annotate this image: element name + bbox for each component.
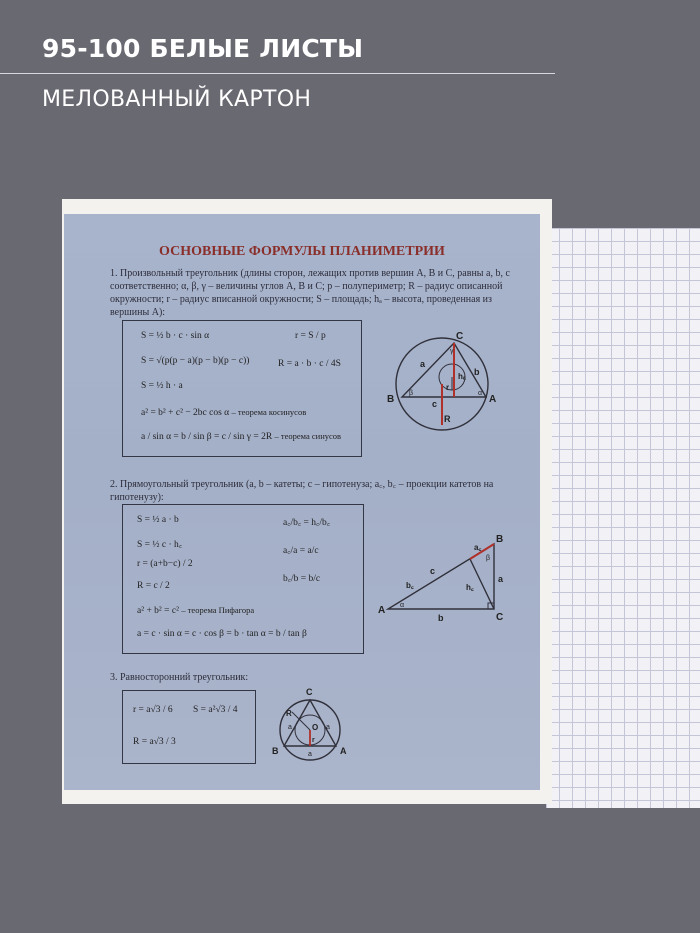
formula-s-height: S = ½ h · a: [141, 381, 183, 391]
label-r: r: [446, 383, 450, 392]
formula-pythagoras: [137, 605, 254, 616]
rt-label-A: A: [378, 605, 386, 616]
formula-rt-rat2: a꜀/a = a/c: [283, 546, 319, 556]
formula-eq-r: r = a√3 / 6: [133, 705, 173, 715]
eq-label-O: O: [312, 723, 319, 732]
section3-text: 3. Равносторонний треугольник:: [110, 672, 249, 683]
formula-pythagoras-expr: a² + b² = c²: [137, 606, 179, 616]
header-divider: [0, 73, 555, 74]
label-b: b: [474, 367, 480, 377]
formula-rt-s2: S = ½ c · h꜀: [137, 540, 183, 550]
formula-box-2: [122, 504, 364, 654]
label-C: C: [456, 331, 464, 342]
formula-r-in: r = S / p: [295, 331, 326, 341]
grid-page: [546, 228, 700, 808]
label-gamma: γ: [450, 348, 454, 355]
formula-cosines-expr: a² = b² + c² − 2bc cos α: [141, 408, 230, 418]
label-alpha: α: [478, 390, 483, 397]
notebook-cover: [62, 199, 552, 804]
formula-rt-trig: a = c · sin α = c · cos β = b · tan α = b / tan β: [137, 629, 307, 639]
label-ha: hₐ: [458, 372, 466, 381]
right-triangle-diagram: [376, 532, 512, 624]
rt-label-ac: a꜀: [474, 543, 482, 552]
rt-label-B: B: [496, 534, 504, 545]
header-title: 95-100 БЕЛЫЕ ЛИСТЫ: [42, 34, 364, 63]
cover-panel: [64, 214, 540, 790]
formula-box-1: [122, 320, 362, 457]
eq-label-a-bottom: a: [308, 751, 312, 758]
formula-cosines-note: – теорема косинусов: [231, 407, 307, 417]
eq-label-A: A: [340, 746, 347, 756]
formula-box-3: [122, 690, 256, 764]
formula-s-sin: S = ½ b · c · sin α: [141, 331, 210, 341]
formula-cosines: [141, 407, 306, 418]
rt-label-beta: β: [486, 555, 491, 562]
rt-label-bc: b꜀: [406, 581, 414, 590]
triangle-circle-diagram: [382, 327, 512, 442]
label-a: a: [420, 359, 426, 369]
formula-sines-note: – теорема синусов: [274, 431, 342, 441]
formula-sheet: [64, 214, 540, 790]
label-A: A: [489, 394, 497, 405]
label-R: R: [444, 414, 451, 424]
formula-eq-S: S = a²√3 / 4: [193, 705, 238, 715]
label-B: B: [387, 394, 395, 405]
rt-label-a: a: [498, 574, 504, 584]
formula-r-out: R = a · b · c / 4S: [278, 359, 341, 369]
formula-pythagoras-note: – теорема Пифагора: [181, 605, 255, 615]
formula-sines-expr: a / sin α = b / sin β = c / sin γ = 2R: [141, 432, 273, 442]
section2-text: 2. Прямоугольный треугольник (a, b – катеты; c – гипотенуза; a꜀, b꜀ – проекции катетов на гипотенузу):: [110, 479, 494, 503]
equilateral-diagram: [264, 684, 356, 766]
rt-label-c: c: [430, 566, 436, 576]
rt-label-alpha: α: [400, 602, 405, 609]
formula-rt-rat1: a꜀/b꜀ = h꜀/b꜀: [283, 518, 331, 528]
formula-rt-rat3: b꜀/b = b/c: [283, 574, 321, 584]
eq-label-R: R: [286, 709, 292, 718]
rt-label-C: C: [496, 612, 504, 623]
rt-label-hc: h꜀: [466, 583, 474, 592]
label-c: c: [432, 399, 438, 409]
eq-label-a-right: a: [326, 724, 330, 731]
eq-label-r: r: [312, 737, 315, 744]
eq-label-C: C: [306, 687, 313, 697]
label-beta: β: [409, 390, 414, 397]
header-subtitle: МЕЛОВАННЫЙ КАРТОН: [42, 87, 312, 112]
formula-eq-R: R = a√3 / 3: [133, 737, 176, 747]
formula-rt-r: r = (a+b−c) / 2: [137, 559, 193, 569]
formula-rt-s1: S = ½ a · b: [137, 515, 179, 525]
doc-title: ОСНОВНЫЕ ФОРМУЛЫ ПЛАНИМЕТРИИ: [159, 244, 445, 259]
formula-sines: [141, 431, 341, 442]
eq-label-a-left: a: [288, 724, 292, 731]
rt-label-b: b: [438, 613, 444, 623]
eq-label-B: B: [272, 746, 279, 756]
section1-text: 1. Произвольный треугольник (длины сторон, лежащих против вершин A, B и C, равны a, b, c соответственно; α, β, γ – величины углов A, B и C; p – полупериметр; R – радиус описанной окружности; r – радиус вписанной окружности; S – площадь; hₐ – высота, проведенная из вершины A):: [110, 268, 510, 318]
formula-heron: S = √(p(p − a)(p − b)(p − c)): [141, 356, 250, 366]
formula-rt-R: R = c / 2: [137, 581, 170, 591]
